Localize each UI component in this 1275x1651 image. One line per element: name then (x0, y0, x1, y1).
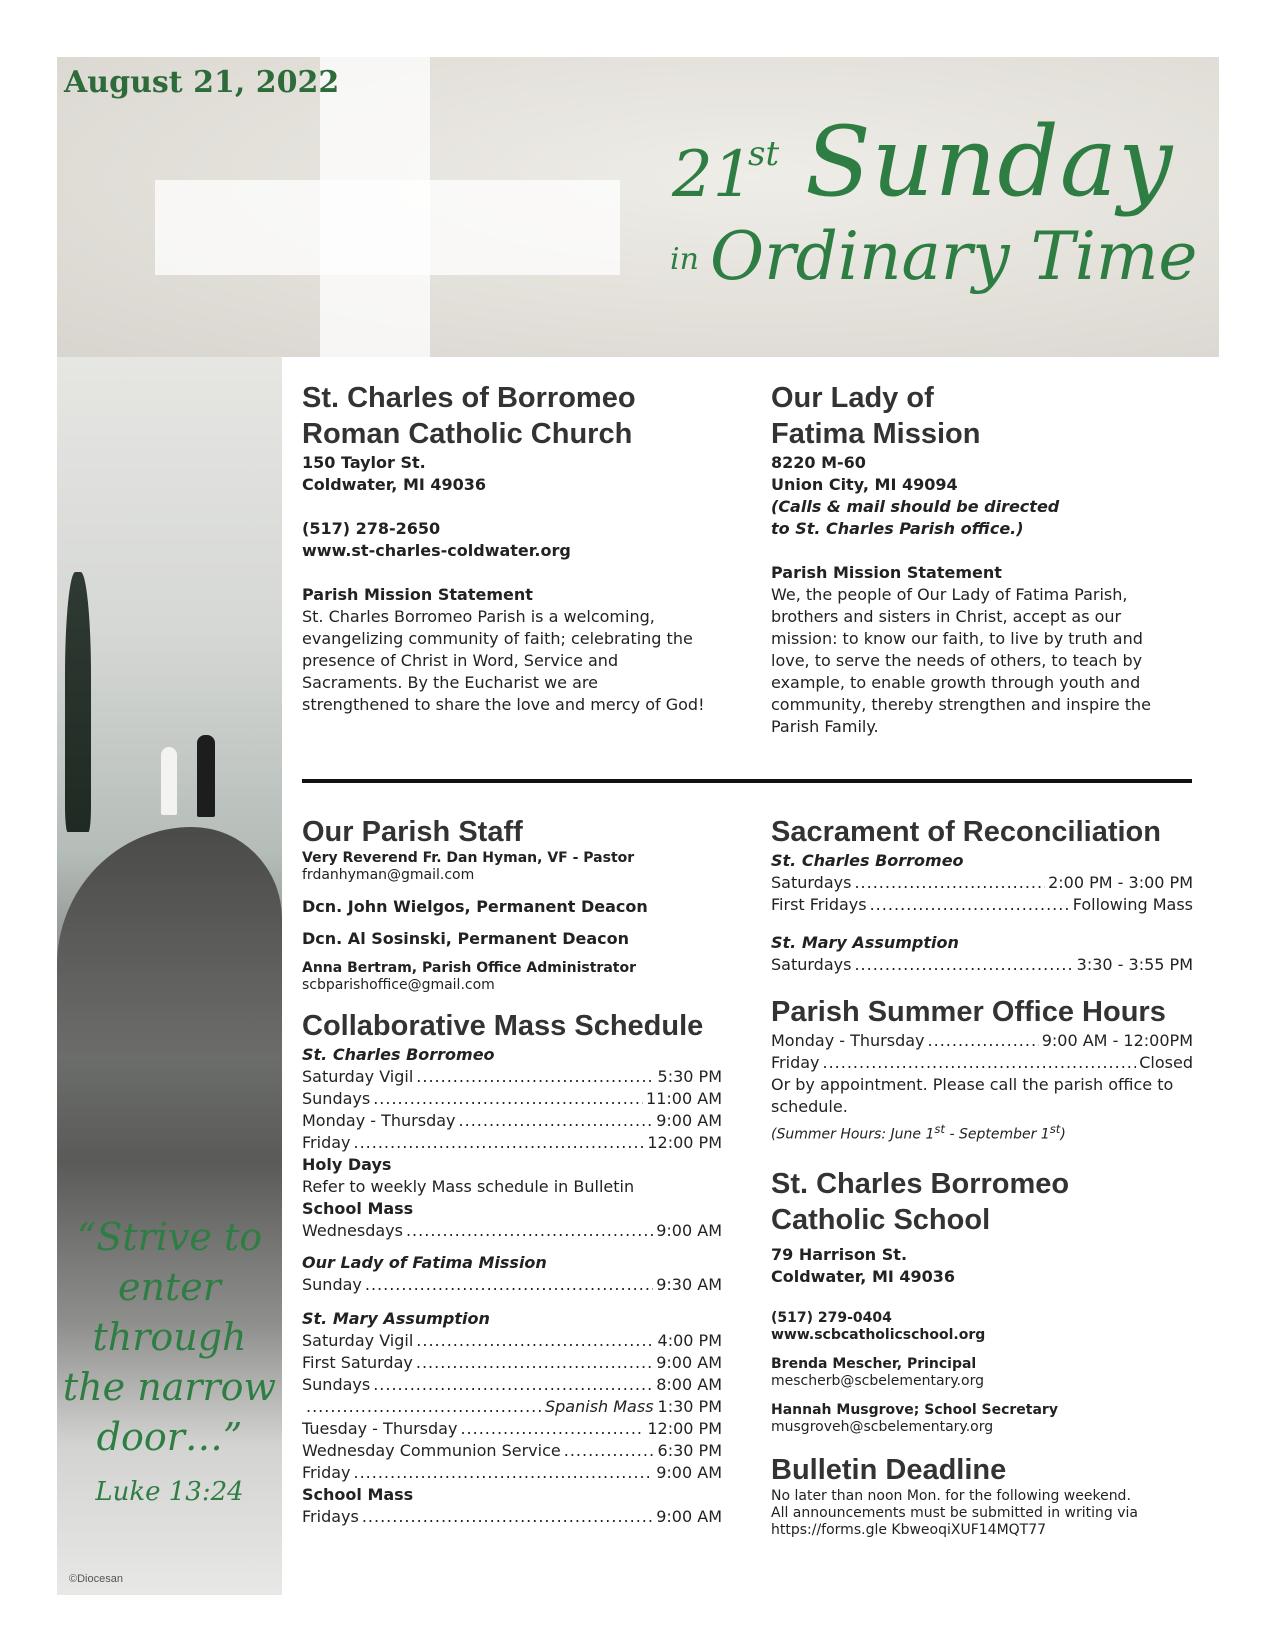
mass-row (302, 1330, 722, 1352)
school-principal-email[interactable]: mescherb@scbelementary.org (771, 1372, 985, 1389)
mass-time: 12:00 PM (647, 1133, 722, 1152)
staff-name: Anna Bertram, Parish Office Administrator (302, 960, 636, 976)
staff-email[interactable]: scbparishoffice@gmail.com (302, 977, 495, 993)
mass-time: 9:30 AM (656, 1275, 722, 1294)
summer-hours-text: ) (1060, 1126, 1066, 1143)
church-name: St. Charles of Borromeo (302, 382, 636, 414)
sidebar-image (57, 357, 282, 1595)
mission-statement-line: love, to serve the needs of others, to teach by (771, 651, 1143, 670)
office-day: Friday (771, 1053, 820, 1072)
mass-row (302, 1274, 722, 1296)
mission-statement-line: presence of Christ in Word, Service and (302, 651, 619, 670)
mass-day: Friday (302, 1133, 351, 1152)
mass-row (302, 1220, 722, 1242)
school-address: 79 Harrison St. (771, 1244, 908, 1264)
mission-statement-line: Sacraments. By the Eucharist we are (302, 673, 598, 692)
mission-statement-line: example, to enable growth through youth and (771, 673, 1141, 692)
title-in: in (670, 242, 699, 277)
church-name-line2: Roman Catholic Church (302, 418, 633, 450)
left-lower-column (302, 814, 722, 1528)
reconciliation-row (771, 954, 1193, 976)
section-divider (302, 779, 1192, 783)
staff-title: Our Parish Staff (302, 816, 523, 848)
bulletin-deadline-title: Bulletin Deadline (771, 1453, 1007, 1486)
mass-time: 5:30 PM (657, 1067, 722, 1086)
mass-time: 9:00 AM (656, 1111, 722, 1130)
summer-hours-text: (Summer Hours: June 1 (771, 1126, 935, 1143)
image-credit: ©Diocesan (69, 1573, 123, 1585)
spanish-mass-label: Spanish Mass (544, 1397, 654, 1416)
mission-name: Our Lady of (771, 382, 934, 414)
staff-email[interactable]: frdanhyman@gmail.com (302, 867, 475, 883)
church-address: 150 Taylor St. (302, 453, 426, 472)
school-mass-title: School Mass (302, 1199, 414, 1218)
church-phone: (517) 278-2650 (302, 519, 441, 538)
church-website[interactable]: www.st-charles-coldwater.org (302, 541, 571, 560)
quote-line: door…” (96, 1415, 243, 1459)
mass-day: Wednesdays (302, 1221, 403, 1240)
school-phone: (517) 279-0404 (771, 1309, 892, 1326)
cross-icon-horizontal (155, 180, 620, 275)
mass-time: 1:30 PM (657, 1397, 722, 1416)
reconciliation-day: First Fridays (771, 895, 867, 914)
figure-white (161, 747, 177, 815)
cliff-image (57, 827, 282, 1057)
mission-city: Union City, MI 49094 (771, 475, 958, 494)
school-name: St. Charles Borromeo (771, 1167, 1070, 1200)
mass-location-title: Our Lady of Fatima Mission (302, 1253, 547, 1272)
mission-statement-line: We, the people of Our Lady of Fatima Parish, (771, 585, 1128, 604)
staff-name: Very Reverend Fr. Dan Hyman, VF - Pastor (302, 850, 635, 866)
mass-time: 9:00 AM (656, 1507, 722, 1526)
school-principal: Brenda Mescher, Principal (771, 1355, 977, 1372)
mission-info (771, 380, 1191, 738)
holy-days-title: Holy Days (302, 1155, 392, 1174)
right-lower-column (771, 814, 1193, 1539)
quote-line: through (92, 1315, 247, 1359)
scripture-quote (57, 1212, 282, 1462)
figure-dark (197, 735, 215, 817)
mission-note: (Calls & mail should be directed (771, 497, 1060, 516)
title-number: 21 (672, 138, 754, 212)
mission-statement-line: evangelizing community of faith; celebrating the (302, 629, 693, 648)
mass-schedule-title: Collaborative Mass Schedule (302, 1010, 704, 1042)
mass-day: Saturday Vigil (302, 1067, 414, 1086)
sunday-title (660, 100, 1200, 330)
mission-statement-line: strengthened to share the love and mercy of God! (302, 695, 705, 714)
title-sunday: Sunday (805, 106, 1174, 218)
deadline-text: No later than noon Mon. for the following weekend. (771, 1487, 1131, 1504)
mass-time: 8:00 AM (656, 1375, 722, 1394)
mass-row (302, 1088, 722, 1110)
mass-day: Wednesday Communion Service (302, 1441, 561, 1460)
summer-hours-sup: st (934, 1122, 946, 1136)
mass-day: Tuesday - Thursday (302, 1419, 458, 1438)
summer-hours-text: - September 1 (945, 1126, 1050, 1143)
mission-statement-line: community, thereby strengthen and inspire the (771, 695, 1152, 714)
mass-time: 4:00 PM (657, 1331, 722, 1350)
school-mass-title: School Mass (302, 1485, 414, 1504)
mission-note-line2: to St. Charles Parish office.) (771, 519, 1024, 538)
mass-row (302, 1506, 722, 1528)
mass-row (302, 1440, 722, 1462)
summer-hours-note (771, 1118, 1193, 1146)
holy-days-text: Refer to weekly Mass schedule in Bulletin (302, 1177, 635, 1196)
reconciliation-time: 3:30 - 3:55 PM (1076, 955, 1193, 974)
mass-day: Friday (302, 1463, 351, 1482)
office-day: Monday - Thursday (771, 1031, 925, 1050)
mass-row (302, 1462, 722, 1484)
mission-statement-line: Parish Family. (771, 717, 879, 736)
mass-row (302, 1352, 722, 1374)
church-city: Coldwater, MI 49036 (302, 475, 487, 494)
title-ordinary-time: Ordinary Time (710, 218, 1198, 295)
title-ordinal: st (748, 134, 780, 174)
mass-row (302, 1132, 722, 1154)
school-website[interactable]: www.scbcatholicschool.org (771, 1326, 986, 1343)
school-city: Coldwater, MI 49036 (771, 1266, 956, 1286)
mass-row (302, 1374, 722, 1396)
church-info (302, 380, 732, 716)
mass-row (302, 1110, 722, 1132)
deadline-text: All announcements must be submitted in writing via (771, 1504, 1138, 1521)
mission-statement-line: St. Charles Borromeo Parish is a welcoming, (302, 607, 655, 626)
office-hours-row (771, 1052, 1193, 1074)
mission-name-line2: Fatima Mission (771, 418, 981, 450)
reconciliation-location: St. Charles Borromeo (771, 851, 964, 870)
bulletin-date: August 21, 2022 (64, 65, 340, 100)
office-hours-title: Parish Summer Office Hours (771, 996, 1166, 1028)
school-secretary: Hannah Musgrove; School Secretary (771, 1401, 1058, 1418)
mass-day: First Saturday (302, 1353, 413, 1372)
mass-time: 11:00 AM (646, 1089, 722, 1108)
mass-row (302, 1418, 722, 1440)
staff-name: Dcn. Al Sosinski, Permanent Deacon (302, 929, 630, 948)
quote-line: the narrow (62, 1365, 277, 1409)
deadline-link[interactable]: https://forms.gle KbweoqiXUF14MQT77 (771, 1521, 1047, 1538)
mass-day: Fridays (302, 1507, 359, 1526)
mass-time: 9:00 AM (656, 1463, 722, 1482)
tree-image (65, 572, 91, 832)
school-name-line2: Catholic School (771, 1203, 991, 1236)
mission-statement-title: Parish Mission Statement (302, 585, 533, 604)
scripture-reference: Luke 13:24 (95, 1477, 244, 1507)
mass-time: 9:00 AM (656, 1353, 722, 1372)
mass-row (302, 1066, 722, 1088)
reconciliation-location: St. Mary Assumption (771, 933, 959, 952)
staff-member (302, 960, 722, 994)
reconciliation-day: Saturdays (771, 955, 852, 974)
office-appointment: Or by appointment. Please call the parish office to schedule. (771, 1075, 1174, 1116)
mass-location-title: St. Charles Borromeo (302, 1045, 495, 1064)
reconciliation-title: Sacrament of Reconciliation (771, 816, 1161, 848)
mass-day: Sundays (302, 1089, 371, 1108)
mission-statement-line: mission: to know our faith, to live by truth and (771, 629, 1143, 648)
staff-member (302, 850, 722, 884)
reconciliation-time: Following Mass (1072, 895, 1193, 914)
mission-statement-line: brothers and sisters in Christ, accept as our (771, 607, 1122, 626)
mass-row (302, 1396, 722, 1418)
office-time: Closed (1139, 1053, 1193, 1072)
mass-time: 6:30 PM (657, 1441, 722, 1460)
reconciliation-day: Saturdays (771, 873, 852, 892)
mass-time: 12:00 PM (647, 1419, 722, 1438)
school-secretary-email[interactable]: musgroveh@scbelementary.org (771, 1418, 994, 1435)
mass-day: Monday - Thursday (302, 1111, 456, 1130)
mass-time: 9:00 AM (656, 1221, 722, 1240)
reconciliation-row (771, 872, 1193, 894)
office-hours-row (771, 1030, 1193, 1052)
quote-line: “Strive to (76, 1215, 263, 1259)
quote-line: enter (118, 1265, 221, 1309)
mass-day: Sunday (302, 1275, 362, 1294)
mass-day: Sundays (302, 1375, 371, 1394)
office-time: 9:00 AM - 12:00PM (1041, 1031, 1193, 1050)
mass-location-title: St. Mary Assumption (302, 1309, 490, 1328)
staff-name: Dcn. John Wielgos, Permanent Deacon (302, 897, 648, 916)
reconciliation-time: 2:00 PM - 3:00 PM (1048, 873, 1193, 892)
mass-day: Saturday Vigil (302, 1331, 414, 1350)
summer-hours-sup: st (1049, 1122, 1061, 1136)
mission-statement-title: Parish Mission Statement (771, 563, 1002, 582)
mission-address: 8220 M-60 (771, 453, 866, 472)
reconciliation-row (771, 894, 1193, 916)
